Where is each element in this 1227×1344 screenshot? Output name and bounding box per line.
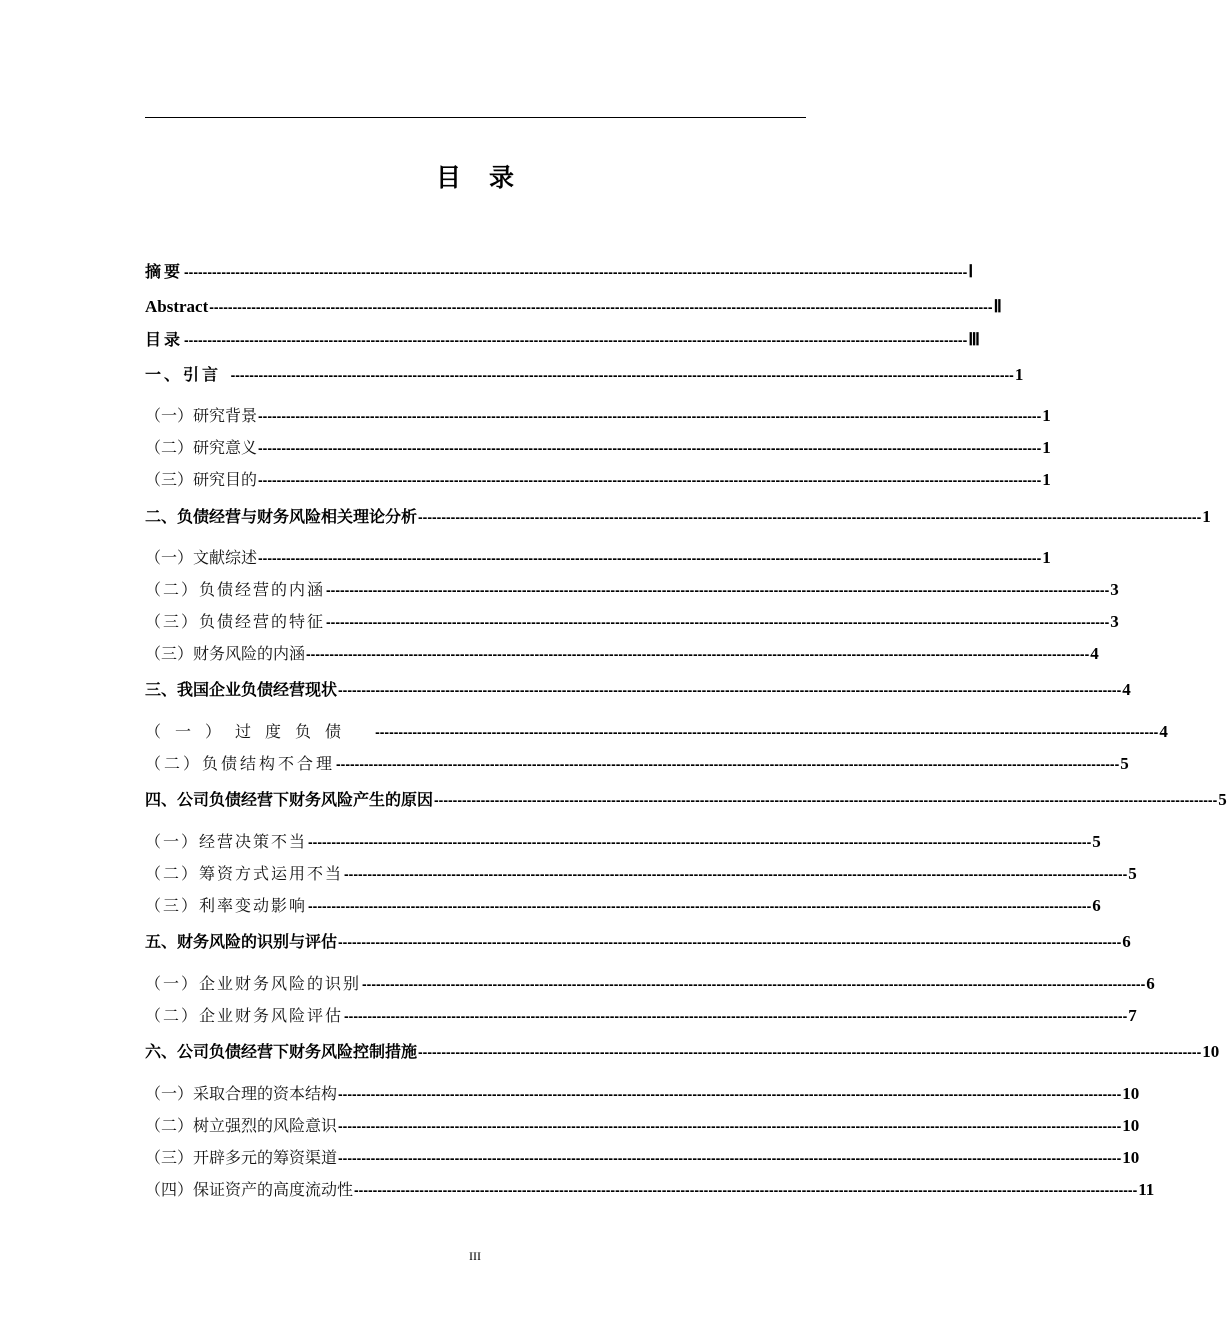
toc-leader: ------------------------------------------------------------------------------------------------------------------------------------------------------------------------ <box>338 1150 1122 1166</box>
toc-entry-label: 目录 <box>145 330 184 349</box>
toc-entry-page: 10 <box>1202 1042 1220 1061</box>
toc-leader: ------------------------------------------------------------------------------------------------------------------------------------------------------------------------ <box>258 440 1042 456</box>
toc-entry-page: Ⅱ <box>993 297 1002 316</box>
toc-leader: ------------------------------------------------------------------------------------------------------------------------------------------------------------------------ <box>306 646 1090 662</box>
toc-entry-label: 五、财务风险的识别与评估 <box>145 932 338 951</box>
toc-entry-3-1[interactable] <box>145 720 1168 744</box>
toc-entry-1-3[interactable] <box>145 468 1051 492</box>
page-number: III <box>469 1249 481 1263</box>
toc-entry-page: 5 <box>1092 832 1101 851</box>
toc-entry-page: 5 <box>1218 790 1227 809</box>
toc-entry-page: Ⅰ <box>968 262 974 281</box>
toc-entry-label: （二）研究意义 <box>145 438 258 457</box>
toc-entry-label: （二）企业财务风险评估 <box>145 1006 344 1025</box>
toc-leader: ------------------------------------------------------------------------------------------------------------------------------------------------------------------------ <box>338 1086 1122 1102</box>
toc-entry-1-1[interactable] <box>145 404 1051 428</box>
toc-entry-label: （一）文献综述 <box>145 548 258 567</box>
toc-entry-page: 5 <box>1120 754 1129 773</box>
toc-entry-chapter-2[interactable] <box>145 505 1211 529</box>
toc-entry-chapter-3[interactable] <box>145 678 1131 702</box>
toc-entry-page: 5 <box>1128 864 1137 883</box>
toc-leader: ------------------------------------------------------------------------------------------------------------------------------------------------------------------------ <box>338 1118 1122 1134</box>
toc-entry-label: （三）负债经营的特征 <box>145 612 326 631</box>
toc-leader: ------------------------------------------------------------------------------------------------------------------------------------------------------------------------ <box>209 299 993 315</box>
toc-leader: ------------------------------------------------------------------------------------------------------------------------------------------------------------------------ <box>338 934 1122 950</box>
toc-entry-4-2[interactable] <box>145 862 1137 886</box>
toc-entry-page: 1 <box>1202 507 1211 526</box>
toc-entry-label: （一）采取合理的资本结构 <box>145 1084 338 1103</box>
toc-entry-1-2[interactable] <box>145 436 1051 460</box>
toc-entry-6-1[interactable] <box>145 1082 1140 1106</box>
toc-leader: ------------------------------------------------------------------------------------------------------------------------------------------------------------------------ <box>184 332 968 348</box>
toc-leader: ------------------------------------------------------------------------------------------------------------------------------------------------------------------------ <box>362 976 1146 992</box>
toc-entry-page: 10 <box>1122 1148 1140 1167</box>
toc-entry-page: 4 <box>1090 644 1099 663</box>
toc-entry-abstract-en[interactable] <box>145 295 1002 319</box>
toc-entry-page: 7 <box>1128 1006 1137 1025</box>
toc-entry-page: 10 <box>1122 1084 1140 1103</box>
toc-entry-6-2[interactable] <box>145 1114 1140 1138</box>
toc-entry-6-4[interactable] <box>145 1178 1155 1202</box>
title-char-1: 目 <box>435 163 461 192</box>
toc-entry-chapter-5[interactable] <box>145 930 1131 954</box>
toc-leader: ------------------------------------------------------------------------------------------------------------------------------------------------------------------------ <box>336 756 1120 772</box>
toc-entry-label: （三）财务风险的内涵 <box>145 644 306 663</box>
toc-entry-page: 4 <box>1122 680 1131 699</box>
toc-entry-label: （三）利率变动影响 <box>145 896 308 915</box>
toc-entry-page: 10 <box>1122 1116 1140 1135</box>
toc-entry-label: （二）筹资方式运用不当 <box>145 864 344 883</box>
toc-leader: ------------------------------------------------------------------------------------------------------------------------------------------------------------------------ <box>184 264 968 280</box>
toc-entry-page: 4 <box>1159 722 1168 741</box>
toc-leader: ------------------------------------------------------------------------------------------------------------------------------------------------------------------------ <box>258 550 1042 566</box>
toc-leader: ------------------------------------------------------------------------------------------------------------------------------------------------------------------------ <box>344 1008 1128 1024</box>
toc-entry-page: 11 <box>1138 1180 1155 1199</box>
toc-entry-2-4[interactable] <box>145 642 1099 666</box>
toc-entry-page: 1 <box>1042 470 1051 489</box>
page-title <box>0 158 950 194</box>
toc-entry-label: （三）研究目的 <box>145 470 258 489</box>
toc-entry-label: （二）负债经营的内涵 <box>145 580 326 599</box>
toc-leader: ------------------------------------------------------------------------------------------------------------------------------------------------------------------------ <box>418 1044 1202 1060</box>
toc-leader: ------------------------------------------------------------------------------------------------------------------------------------------------------------------------ <box>326 614 1110 630</box>
toc-entry-5-1[interactable] <box>145 972 1155 996</box>
toc-leader: ------------------------------------------------------------------------------------------------------------------------------------------------------------------------ <box>258 472 1042 488</box>
toc-entry-4-3[interactable] <box>145 894 1101 918</box>
toc-leader: ------------------------------------------------------------------------------------------------------------------------------------------------------------------------ <box>326 582 1110 598</box>
toc-entry-page: Ⅲ <box>968 330 980 349</box>
toc-entry-page: 1 <box>1042 548 1051 567</box>
toc-entry-2-1[interactable] <box>145 546 1051 570</box>
toc-entry-page: 1 <box>1042 406 1051 425</box>
toc-entry-label: 一、引言 <box>145 365 230 384</box>
toc-leader: ------------------------------------------------------------------------------------------------------------------------------------------------------------------------ <box>434 792 1218 808</box>
toc-leader: ------------------------------------------------------------------------------------------------------------------------------------------------------------------------ <box>375 724 1159 740</box>
toc-leader: ------------------------------------------------------------------------------------------------------------------------------------------------------------------------ <box>308 898 1092 914</box>
header-rule <box>145 117 806 118</box>
toc-leader: ------------------------------------------------------------------------------------------------------------------------------------------------------------------------ <box>344 866 1128 882</box>
toc-entry-6-3[interactable] <box>145 1146 1140 1170</box>
toc-leader: ------------------------------------------------------------------------------------------------------------------------------------------------------------------------ <box>230 367 1014 383</box>
toc-entry-chapter-1[interactable] <box>145 363 1024 387</box>
toc-leader: ------------------------------------------------------------------------------------------------------------------------------------------------------------------------ <box>418 509 1202 525</box>
toc-entry-label: 三、我国企业负债经营现状 <box>145 680 338 699</box>
toc-entry-label: Abstract <box>145 297 209 316</box>
toc-leader: ------------------------------------------------------------------------------------------------------------------------------------------------------------------------ <box>354 1182 1138 1198</box>
toc-entry-label: 六、公司负债经营下财务风险控制措施 <box>145 1042 418 1061</box>
toc-entry-label: （一）过度负债 <box>145 722 375 741</box>
toc-entry-2-2[interactable] <box>145 578 1119 602</box>
toc-entry-page: 3 <box>1110 580 1119 599</box>
toc-entry-label: （一）企业财务风险的识别 <box>145 974 362 993</box>
toc-entry-page: 6 <box>1146 974 1155 993</box>
toc-entry-label: 摘要 <box>145 262 184 281</box>
toc-leader: ------------------------------------------------------------------------------------------------------------------------------------------------------------------------ <box>258 408 1042 424</box>
toc-entry-5-2[interactable] <box>145 1004 1137 1028</box>
toc-entry-label: （一）经营决策不当 <box>145 832 308 851</box>
toc-entry-page: 6 <box>1092 896 1101 915</box>
toc-entry-label: （二）树立强烈的风险意识 <box>145 1116 338 1135</box>
toc-entry-2-3[interactable] <box>145 610 1119 634</box>
toc-leader: ------------------------------------------------------------------------------------------------------------------------------------------------------------------------ <box>338 682 1122 698</box>
toc-entry-abstract-cn[interactable] <box>145 260 974 284</box>
toc-entry-page: 6 <box>1122 932 1131 951</box>
toc-entry-label: （四）保证资产的高度流动性 <box>145 1180 354 1199</box>
toc-entry-chapter-6[interactable] <box>145 1040 1220 1064</box>
toc-entry-4-1[interactable] <box>145 830 1101 854</box>
toc-entry-contents[interactable] <box>145 328 980 352</box>
toc-entry-page: 1 <box>1042 438 1051 457</box>
toc-entry-label: 二、负债经营与财务风险相关理论分析 <box>145 507 418 526</box>
toc-entry-chapter-4[interactable] <box>145 788 1227 812</box>
toc-entry-label: 四、公司负债经营下财务风险产生的原因 <box>145 790 434 809</box>
toc-entry-3-2[interactable] <box>145 752 1129 776</box>
title-char-2: 录 <box>489 163 515 192</box>
toc-entry-label: （三）开辟多元的筹资渠道 <box>145 1148 338 1167</box>
toc-leader: ------------------------------------------------------------------------------------------------------------------------------------------------------------------------ <box>308 834 1092 850</box>
toc-entry-page: 1 <box>1014 365 1024 384</box>
toc-entry-page: 3 <box>1110 612 1119 631</box>
toc-entry-label: （二）负债结构不合理 <box>145 754 336 773</box>
toc-entry-label: （一）研究背景 <box>145 406 258 425</box>
